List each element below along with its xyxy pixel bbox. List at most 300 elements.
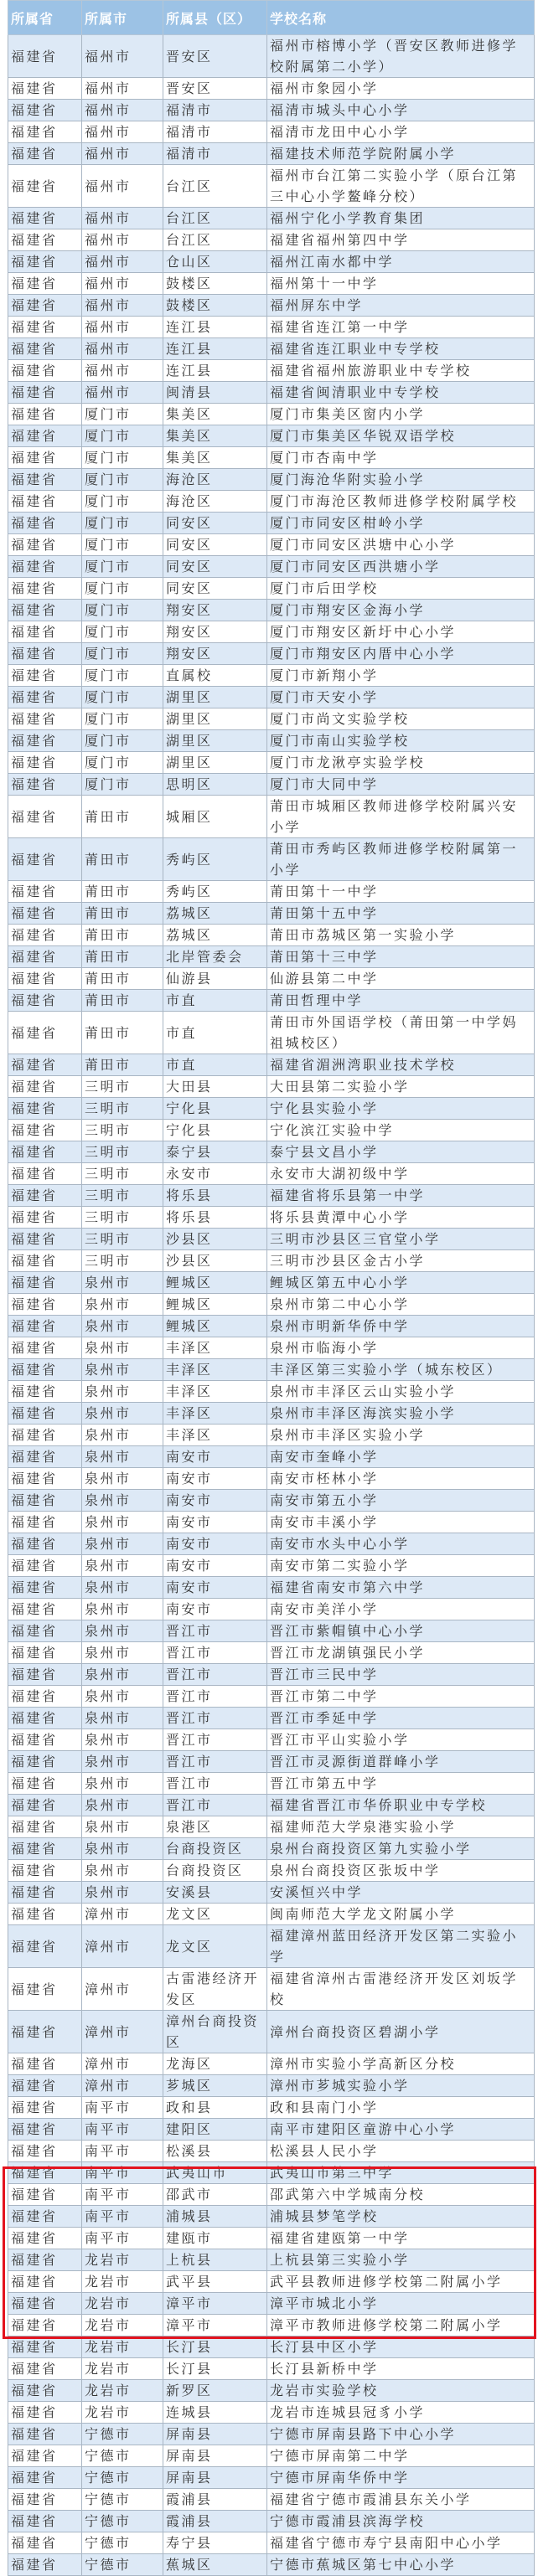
table-row	[8, 1838, 535, 1860]
cell-province: 福建省	[8, 2532, 82, 2554]
table-row	[8, 338, 535, 360]
table-row	[8, 469, 535, 491]
cell-city: 宁德市	[82, 2554, 163, 2576]
cell-school-name: 福建漳州蓝田经济开发区第二实验小学	[267, 1925, 535, 1968]
cell-city: 泉州市	[82, 1533, 163, 1555]
cell-county: 建阳区	[163, 2119, 267, 2141]
table-row	[8, 1272, 535, 1294]
cell-county: 浦城县	[163, 2206, 267, 2228]
cell-province: 福建省	[8, 1642, 82, 1664]
cell-school-name: 莆田第十五中学	[267, 903, 535, 925]
cell-school-name: 将乐县黄潭中心小学	[267, 1207, 535, 1229]
table-row	[8, 2271, 535, 2293]
cell-school-name: 宁德市屏南华侨中学	[267, 2467, 535, 2489]
cell-county: 长汀县	[163, 2336, 267, 2358]
table-row	[8, 600, 535, 621]
table-row	[8, 2293, 535, 2315]
cell-school-name: 晋江市龙湖镇强民小学	[267, 1642, 535, 1664]
cell-county: 南安市	[163, 1577, 267, 1599]
cell-city: 厦门市	[82, 730, 163, 752]
cell-city: 宁德市	[82, 2424, 163, 2445]
table-row	[8, 2424, 535, 2445]
table-row	[8, 513, 535, 534]
cell-city: 漳州市	[82, 2011, 163, 2053]
cell-school-name: 厦门市集美区华锐双语学校	[267, 425, 535, 447]
cell-city: 龙岩市	[82, 2293, 163, 2315]
cell-city: 龙岩市	[82, 2315, 163, 2336]
cell-county: 台江区	[163, 208, 267, 229]
cell-county: 屏南县	[163, 2424, 267, 2445]
cell-county: 龙海区	[163, 2053, 267, 2075]
cell-city: 厦门市	[82, 556, 163, 578]
cell-county: 台商投资区	[163, 1838, 267, 1860]
cell-county: 将乐县	[163, 1207, 267, 1229]
table-row	[8, 1751, 535, 1773]
cell-school-name: 福建省将乐县第一中学	[267, 1185, 535, 1207]
school-list-table	[8, 0, 535, 2576]
cell-city: 南平市	[82, 2206, 163, 2228]
cell-school-name: 厦门市同安区洪塘中心小学	[267, 534, 535, 556]
cell-city: 泉州市	[82, 1795, 163, 1816]
table-row	[8, 2075, 535, 2097]
cell-county: 翔安区	[163, 621, 267, 643]
cell-city: 厦门市	[82, 774, 163, 796]
cell-province: 福建省	[8, 2228, 82, 2249]
cell-school-name: 南安市丰溪小学	[267, 1512, 535, 1533]
cell-county: 鼓楼区	[163, 295, 267, 317]
cell-province: 福建省	[8, 1838, 82, 1860]
cell-province: 福建省	[8, 1490, 82, 1512]
cell-school-name: 福建省连江职业中专学校	[267, 338, 535, 360]
cell-city: 莆田市	[82, 796, 163, 838]
table-row	[8, 143, 535, 165]
table-row	[8, 1599, 535, 1620]
table-row	[8, 1729, 535, 1751]
cell-school-name: 武夷山市第三中学	[267, 2162, 535, 2184]
cell-province: 福建省	[8, 968, 82, 990]
cell-city: 莆田市	[82, 990, 163, 1012]
cell-school-name: 福建省连江第一中学	[267, 317, 535, 338]
cell-county: 安溪县	[163, 1882, 267, 1904]
cell-county: 丰泽区	[163, 1337, 267, 1359]
table-row	[8, 1664, 535, 1686]
cell-school-name: 宁化滨江实验中学	[267, 1120, 535, 1141]
cell-county: 松溪县	[163, 2141, 267, 2162]
cell-city: 泉州市	[82, 1816, 163, 1838]
cell-county: 晋江市	[163, 1795, 267, 1816]
cell-school-name: 鲤城区第五中心小学	[267, 1272, 535, 1294]
cell-city: 泉州市	[82, 1512, 163, 1533]
cell-school-name: 莆田第十一中学	[267, 881, 535, 903]
table-row	[8, 1773, 535, 1795]
cell-province: 福建省	[8, 360, 82, 382]
cell-school-name: 福建省宁德市寿宁县南阳中心小学	[267, 2532, 535, 2554]
cell-school-name: 莆田市荔城区第一实验小学	[267, 925, 535, 946]
cell-school-name: 福建省漳州古雷港经济开发区刘坂学校	[267, 1968, 535, 2011]
table-row	[8, 404, 535, 425]
cell-county: 台商投资区	[163, 1860, 267, 1882]
cell-province: 福建省	[8, 1599, 82, 1620]
cell-county: 海沧区	[163, 469, 267, 491]
cell-county: 同安区	[163, 534, 267, 556]
table-row	[8, 360, 535, 382]
cell-province: 福建省	[8, 1904, 82, 1925]
cell-school-name: 晋江市紫帽镇中心小学	[267, 1620, 535, 1642]
cell-city: 福州市	[82, 78, 163, 100]
cell-county: 台江区	[163, 165, 267, 208]
cell-city: 厦门市	[82, 600, 163, 621]
cell-county: 晋江市	[163, 1664, 267, 1686]
cell-province: 福建省	[8, 35, 82, 78]
cell-province: 福建省	[8, 881, 82, 903]
cell-county: 霞浦县	[163, 2489, 267, 2511]
cell-school-name: 福建省湄洲湾职业技术学校	[267, 1054, 535, 1076]
cell-county: 湖里区	[163, 687, 267, 708]
cell-school-name: 长汀县中区小学	[267, 2336, 535, 2358]
cell-city: 泉州市	[82, 1751, 163, 1773]
table-row	[8, 708, 535, 730]
table-row	[8, 1076, 535, 1098]
table-row	[8, 774, 535, 796]
cell-county: 漳平市	[163, 2315, 267, 2336]
cell-school-name: 厦门市南山实验学校	[267, 730, 535, 752]
cell-school-name: 松溪县人民小学	[267, 2141, 535, 2162]
table-row	[8, 382, 535, 404]
cell-school-name: 福州市榕博小学（晋安区教师进修学校附属第二小学）	[267, 35, 535, 78]
table-row	[8, 2184, 535, 2206]
cell-school-name: 南安市第五小学	[267, 1490, 535, 1512]
cell-province: 福建省	[8, 687, 82, 708]
table-row	[8, 968, 535, 990]
cell-city: 宁德市	[82, 2445, 163, 2467]
cell-county: 芗城区	[163, 2075, 267, 2097]
cell-province: 福建省	[8, 1446, 82, 1468]
cell-county: 晋江市	[163, 1642, 267, 1664]
cell-county: 福清市	[163, 100, 267, 121]
cell-school-name: 三明市沙县区三官堂小学	[267, 1229, 535, 1250]
cell-county: 集美区	[163, 404, 267, 425]
cell-province: 福建省	[8, 774, 82, 796]
table-row	[8, 1686, 535, 1708]
cell-school-name: 宁德市霞浦县滨海学校	[267, 2511, 535, 2532]
cell-school-name: 福州江南水都中学	[267, 251, 535, 273]
cell-province: 福建省	[8, 621, 82, 643]
cell-province: 福建省	[8, 534, 82, 556]
table-row	[8, 2315, 535, 2336]
table-row	[8, 2249, 535, 2271]
cell-province: 福建省	[8, 643, 82, 665]
cell-city: 厦门市	[82, 513, 163, 534]
cell-county: 古雷港经济开发区	[163, 1968, 267, 2011]
cell-city: 泉州市	[82, 1729, 163, 1751]
cell-county: 同安区	[163, 578, 267, 600]
cell-county: 晋江市	[163, 1686, 267, 1708]
cell-province: 福建省	[8, 1620, 82, 1642]
cell-school-name: 邵武第六中学城南分校	[267, 2184, 535, 2206]
cell-province: 福建省	[8, 1773, 82, 1795]
table-row	[8, 425, 535, 447]
cell-county: 南安市	[163, 1490, 267, 1512]
cell-province: 福建省	[8, 796, 82, 838]
cell-province: 福建省	[8, 2315, 82, 2336]
table-row	[8, 491, 535, 513]
cell-city: 福州市	[82, 143, 163, 165]
table-row	[8, 730, 535, 752]
table-row	[8, 1163, 535, 1185]
table-row	[8, 1337, 535, 1359]
cell-county: 政和县	[163, 2097, 267, 2119]
cell-province: 福建省	[8, 2249, 82, 2271]
cell-city: 三明市	[82, 1098, 163, 1120]
cell-city: 莆田市	[82, 946, 163, 968]
cell-province: 福建省	[8, 2097, 82, 2119]
cell-province: 福建省	[8, 1968, 82, 2011]
cell-province: 福建省	[8, 1120, 82, 1141]
table-row	[8, 35, 535, 78]
cell-school-name: 上杭县第三实验小学	[267, 2249, 535, 2271]
cell-school-name: 漳州台商投资区碧湖小学	[267, 2011, 535, 2053]
cell-county: 鲤城区	[163, 1294, 267, 1316]
cell-city: 厦门市	[82, 491, 163, 513]
cell-province: 福建省	[8, 295, 82, 317]
cell-province: 福建省	[8, 1316, 82, 1337]
cell-school-name: 长汀县新桥中学	[267, 2358, 535, 2380]
cell-county: 武平县	[163, 2271, 267, 2293]
cell-school-name: 永安市大湖初级中学	[267, 1163, 535, 1185]
cell-county: 上杭县	[163, 2249, 267, 2271]
cell-school-name: 泉州市第二中心小学	[267, 1294, 535, 1316]
cell-county: 长汀县	[163, 2358, 267, 2380]
cell-province: 福建省	[8, 2467, 82, 2489]
table-row	[8, 990, 535, 1012]
table-row	[8, 2554, 535, 2576]
cell-county: 晋安区	[163, 78, 267, 100]
cell-school-name: 大田县第二实验小学	[267, 1076, 535, 1098]
cell-city: 泉州市	[82, 1403, 163, 1425]
table-row	[8, 229, 535, 251]
cell-school-name: 厦门市翔安区金海小学	[267, 600, 535, 621]
header-school-name: 学校名称	[267, 1, 535, 35]
cell-county: 丰泽区	[163, 1425, 267, 1446]
cell-province: 福建省	[8, 1207, 82, 1229]
table-row	[8, 1359, 535, 1381]
cell-city: 泉州市	[82, 1838, 163, 1860]
cell-school-name: 厦门市杏南中学	[267, 447, 535, 469]
cell-city: 泉州市	[82, 1294, 163, 1316]
header-county: 所属县（区）	[163, 1, 267, 35]
cell-county: 南安市	[163, 1599, 267, 1620]
cell-province: 福建省	[8, 208, 82, 229]
table-row	[8, 1860, 535, 1882]
table-row	[8, 1468, 535, 1490]
cell-province: 福建省	[8, 2424, 82, 2445]
cell-city: 漳州市	[82, 1968, 163, 2011]
table-row	[8, 2380, 535, 2402]
cell-school-name: 泉州市丰泽区实验小学	[267, 1425, 535, 1446]
cell-province: 福建省	[8, 2271, 82, 2293]
table-row	[8, 1708, 535, 1729]
cell-county: 晋安区	[163, 35, 267, 78]
cell-province: 福建省	[8, 1250, 82, 1272]
cell-city: 福州市	[82, 35, 163, 78]
cell-school-name: 福建省晋江市华侨职业中专学校	[267, 1795, 535, 1816]
cell-province: 福建省	[8, 1533, 82, 1555]
cell-county: 邵武市	[163, 2184, 267, 2206]
cell-county: 连江县	[163, 317, 267, 338]
cell-city: 泉州市	[82, 1272, 163, 1294]
cell-city: 厦门市	[82, 752, 163, 774]
cell-school-name: 福建省宁德市霞浦县东关小学	[267, 2489, 535, 2511]
table-row	[8, 903, 535, 925]
cell-province: 福建省	[8, 78, 82, 100]
cell-province: 福建省	[8, 1185, 82, 1207]
cell-province: 福建省	[8, 100, 82, 121]
cell-province: 福建省	[8, 1054, 82, 1076]
cell-province: 福建省	[8, 121, 82, 143]
cell-school-name: 福建省福州第四中学	[267, 229, 535, 251]
table-row	[8, 2097, 535, 2119]
cell-county: 连江县	[163, 360, 267, 382]
cell-city: 莆田市	[82, 968, 163, 990]
cell-city: 南平市	[82, 2162, 163, 2184]
cell-county: 市直	[163, 990, 267, 1012]
cell-school-name: 漳平市教师进修学校第二附属小学	[267, 2315, 535, 2336]
cell-county: 龙文区	[163, 1904, 267, 1925]
cell-province: 福建省	[8, 1076, 82, 1098]
cell-school-name: 厦门市新翔小学	[267, 665, 535, 687]
cell-province: 福建省	[8, 1925, 82, 1968]
table-row	[8, 556, 535, 578]
cell-county: 仙游县	[163, 968, 267, 990]
cell-city: 厦门市	[82, 665, 163, 687]
cell-school-name: 泉州台商投资区第九实验小学	[267, 1838, 535, 1860]
cell-province: 福建省	[8, 1294, 82, 1316]
table-row	[8, 2119, 535, 2141]
cell-province: 福建省	[8, 2141, 82, 2162]
table-row	[8, 1185, 535, 1207]
cell-province: 福建省	[8, 1686, 82, 1708]
cell-county: 湖里区	[163, 708, 267, 730]
cell-city: 厦门市	[82, 621, 163, 643]
cell-county: 南安市	[163, 1555, 267, 1577]
cell-school-name: 福州市象园小学	[267, 78, 535, 100]
cell-province: 福建省	[8, 251, 82, 273]
cell-city: 莆田市	[82, 925, 163, 946]
cell-province: 福建省	[8, 600, 82, 621]
cell-province: 福建省	[8, 1141, 82, 1163]
cell-province: 福建省	[8, 513, 82, 534]
cell-county: 鲤城区	[163, 1272, 267, 1294]
cell-city: 龙岩市	[82, 2380, 163, 2402]
cell-city: 厦门市	[82, 469, 163, 491]
table-row	[8, 2511, 535, 2532]
cell-city: 南平市	[82, 2228, 163, 2249]
cell-province: 福建省	[8, 1359, 82, 1381]
cell-province: 福建省	[8, 2336, 82, 2358]
cell-city: 莆田市	[82, 838, 163, 881]
cell-county: 沙县区	[163, 1229, 267, 1250]
cell-city: 三明市	[82, 1163, 163, 1185]
cell-province: 福建省	[8, 1708, 82, 1729]
table-row	[8, 121, 535, 143]
cell-province: 福建省	[8, 1882, 82, 1904]
cell-province: 福建省	[8, 2011, 82, 2053]
cell-county: 大田县	[163, 1076, 267, 1098]
table-row	[8, 2053, 535, 2075]
cell-city: 福州市	[82, 251, 163, 273]
cell-city: 泉州市	[82, 1381, 163, 1403]
cell-province: 福建省	[8, 382, 82, 404]
table-row	[8, 534, 535, 556]
table-row	[8, 1533, 535, 1555]
cell-school-name: 福建师范大学泉港实验小学	[267, 1816, 535, 1838]
cell-province: 福建省	[8, 404, 82, 425]
cell-province: 福建省	[8, 425, 82, 447]
table-row	[8, 643, 535, 665]
cell-county: 丰泽区	[163, 1381, 267, 1403]
cell-city: 福州市	[82, 317, 163, 338]
cell-county: 晋江市	[163, 1620, 267, 1642]
cell-city: 漳州市	[82, 2053, 163, 2075]
cell-school-name: 福建省福州旅游职业中专学校	[267, 360, 535, 382]
cell-city: 泉州市	[82, 1359, 163, 1381]
table-row	[8, 2489, 535, 2511]
cell-city: 泉州市	[82, 1642, 163, 1664]
table-row	[8, 1620, 535, 1642]
cell-school-name: 晋江市季延中学	[267, 1708, 535, 1729]
cell-school-name: 福州市台江第二实验小学（原台江第三中心小学鳌峰分校）	[267, 165, 535, 208]
table-row	[8, 1490, 535, 1512]
cell-city: 莆田市	[82, 903, 163, 925]
table-row	[8, 752, 535, 774]
cell-province: 福建省	[8, 2206, 82, 2228]
cell-school-name: 福清市龙田中心小学	[267, 121, 535, 143]
cell-province: 福建省	[8, 903, 82, 925]
cell-province: 福建省	[8, 273, 82, 295]
cell-city: 三明市	[82, 1250, 163, 1272]
cell-school-name: 晋江市平山实验小学	[267, 1729, 535, 1751]
cell-school-name: 莆田哲理中学	[267, 990, 535, 1012]
cell-province: 福建省	[8, 578, 82, 600]
cell-school-name: 政和县南门小学	[267, 2097, 535, 2119]
cell-school-name: 三明市沙县区金古小学	[267, 1250, 535, 1272]
cell-county: 闽清县	[163, 382, 267, 404]
cell-city: 宁德市	[82, 2467, 163, 2489]
cell-school-name: 漳平市城北小学	[267, 2293, 535, 2315]
cell-school-name: 厦门海沧华附实验小学	[267, 469, 535, 491]
cell-school-name: 厦门市大同中学	[267, 774, 535, 796]
table-row	[8, 1403, 535, 1425]
cell-county: 屏南县	[163, 2467, 267, 2489]
cell-county: 寿宁县	[163, 2532, 267, 2554]
cell-province: 福建省	[8, 2445, 82, 2467]
cell-province: 福建省	[8, 1512, 82, 1533]
cell-school-name: 仙游县第二中学	[267, 968, 535, 990]
cell-school-name: 漳州市芗城实验小学	[267, 2075, 535, 2097]
cell-county: 秀屿区	[163, 881, 267, 903]
table-row	[8, 1882, 535, 1904]
cell-school-name: 泉州台商投资区张坂中学	[267, 1860, 535, 1882]
table-row	[8, 100, 535, 121]
cell-county: 晋江市	[163, 1773, 267, 1795]
cell-county: 沙县区	[163, 1250, 267, 1272]
cell-county: 仓山区	[163, 251, 267, 273]
table-row	[8, 1012, 535, 1054]
table-row	[8, 1381, 535, 1403]
cell-county: 城厢区	[163, 796, 267, 838]
cell-province: 福建省	[8, 752, 82, 774]
cell-province: 福建省	[8, 838, 82, 881]
